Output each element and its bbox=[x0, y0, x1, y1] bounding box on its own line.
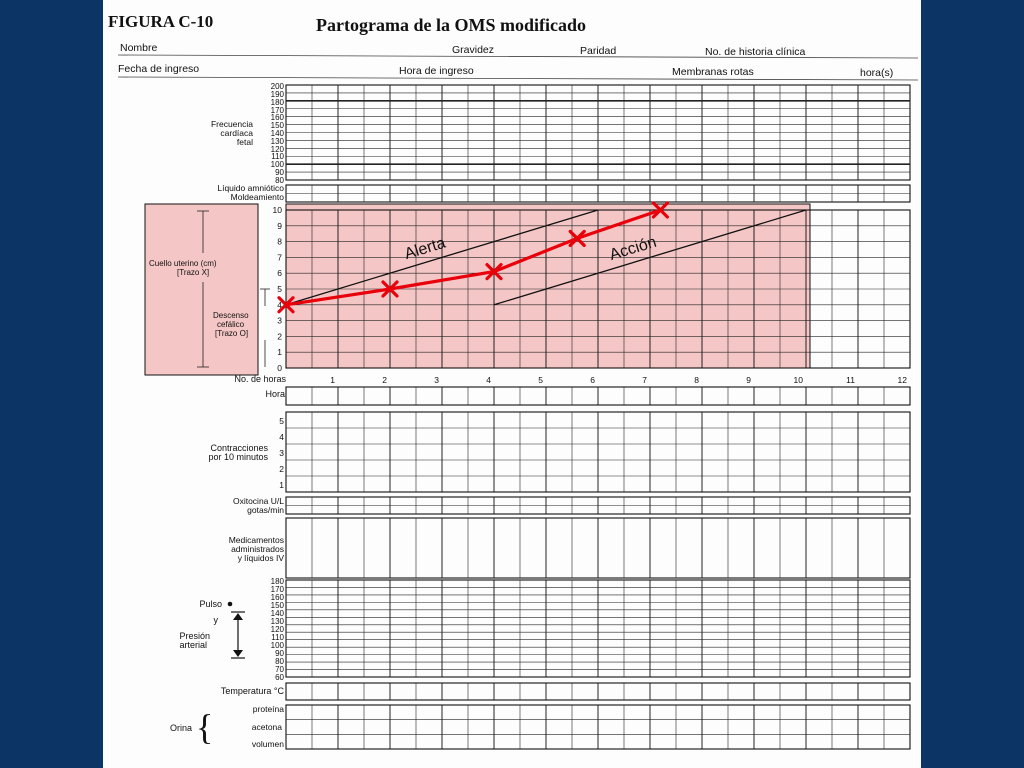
hour-tick: 2 bbox=[382, 375, 387, 385]
brace-icon: { bbox=[196, 707, 214, 747]
cervix-y-tick: 0 bbox=[277, 363, 282, 373]
hour-tick: 8 bbox=[694, 375, 699, 385]
field-hora-ingreso: Hora de ingreso bbox=[399, 65, 474, 77]
fetal-hr-section bbox=[211, 82, 910, 185]
cervix-y-tick: 4 bbox=[277, 299, 282, 310]
urine-row-acetona: acetona bbox=[251, 722, 282, 732]
urine-grid bbox=[286, 705, 910, 749]
contractions-tick: 1 bbox=[279, 480, 284, 490]
pulse-dot-icon bbox=[228, 602, 233, 607]
contractions-section bbox=[208, 412, 910, 492]
cervix-y-tick: 10 bbox=[272, 205, 282, 215]
fhr-tick: 80 bbox=[275, 176, 284, 185]
field-gravidez: Gravidez bbox=[452, 44, 495, 56]
partograph-sheet bbox=[103, 0, 921, 768]
liquid-label: Líquido amniótico bbox=[217, 183, 284, 193]
vitals-section bbox=[179, 577, 910, 682]
meds-label-1: Medicamentos bbox=[228, 535, 284, 545]
fetal-hr-label-1: Frecuencia bbox=[210, 119, 253, 129]
fhr-tick: 110 bbox=[271, 152, 284, 161]
fhr-tick: 100 bbox=[270, 160, 284, 169]
hour-tick: 6 bbox=[590, 375, 595, 385]
cervix-highlight-plot bbox=[286, 204, 810, 368]
urine-label: Orina bbox=[169, 723, 192, 733]
fhr-tick: 130 bbox=[270, 137, 284, 146]
action-label: Acción bbox=[607, 233, 659, 264]
fetal-hr-label-2: cardíaca bbox=[220, 128, 253, 138]
urine-section bbox=[170, 704, 910, 749]
field-historia: No. de historia clínica bbox=[705, 46, 806, 58]
vitals-tick: 160 bbox=[270, 593, 284, 602]
meds-label-2: administrados bbox=[231, 544, 284, 554]
vitals-ticks bbox=[271, 577, 285, 682]
vitals-tick: 180 bbox=[270, 577, 284, 586]
oxytocin-grid bbox=[286, 497, 910, 514]
fhr-tick: 150 bbox=[270, 121, 284, 130]
cervix-label-1: Cuello uterino (cm) bbox=[149, 259, 217, 268]
fhr-tick: 200 bbox=[270, 82, 284, 91]
page-title: Partograma de la OMS modificado bbox=[316, 15, 586, 35]
oxytocin-section bbox=[233, 496, 910, 515]
presion-label: Presión bbox=[179, 631, 210, 641]
cervix-y-tick: 3 bbox=[277, 315, 282, 326]
no-horas-label: No. de horas bbox=[234, 374, 286, 384]
vitals-tick: 70 bbox=[275, 665, 284, 674]
liquid-grid bbox=[286, 185, 910, 202]
hora-label: Hora bbox=[265, 389, 285, 399]
field-membranas: Membranas rotas bbox=[672, 66, 754, 78]
contractions-ticks bbox=[279, 416, 284, 490]
hour-tick: 10 bbox=[793, 375, 803, 385]
vitals-grid bbox=[286, 580, 910, 677]
vitals-tick: 100 bbox=[270, 641, 284, 650]
patient-fields bbox=[118, 42, 893, 79]
vitals-tick: 90 bbox=[275, 649, 284, 658]
vitals-tick: 170 bbox=[270, 585, 284, 594]
cervix-y-tick: 5 bbox=[277, 284, 282, 294]
arterial-label: arterial bbox=[179, 640, 207, 650]
fetal-hr-ticks bbox=[271, 82, 285, 185]
vitals-tick: 60 bbox=[275, 673, 284, 682]
cervix-y-tick: 9 bbox=[277, 220, 282, 231]
hour-tick: 12 bbox=[897, 375, 907, 385]
cervix-y-ticks bbox=[273, 205, 283, 373]
fhr-tick: 170 bbox=[270, 106, 284, 115]
cervix-y-tick: 6 bbox=[277, 268, 282, 279]
contractions-label-1: Contracciones bbox=[210, 443, 268, 453]
figure-label: FIGURA C-10 bbox=[108, 12, 214, 31]
hour-ticks bbox=[330, 375, 907, 385]
meds-section bbox=[229, 518, 910, 578]
fhr-tick: 190 bbox=[270, 90, 284, 99]
meds-label-3: y líquidos IV bbox=[237, 553, 284, 563]
temperature-label: Temperatura °C bbox=[220, 686, 284, 696]
hour-tick: 1 bbox=[330, 375, 335, 385]
vitals-tick: 150 bbox=[270, 601, 284, 610]
hour-tick: 11 bbox=[846, 375, 855, 385]
descent-label-3: [Trazo O] bbox=[215, 329, 249, 338]
field-horas: hora(s) bbox=[860, 67, 894, 79]
fetal-hr-label bbox=[211, 119, 253, 147]
oxytocin-label-1: Oxitocina U/L bbox=[232, 496, 284, 506]
moulding-label: Moldeamiento bbox=[230, 192, 284, 202]
vitals-tick: 80 bbox=[275, 657, 284, 666]
cervix-y-tick: 2 bbox=[277, 331, 282, 342]
urine-row-proteina: proteína bbox=[252, 704, 284, 714]
bp-arrow-icon bbox=[231, 612, 245, 658]
hours-section bbox=[234, 374, 910, 405]
hour-tick: 5 bbox=[538, 375, 543, 385]
fhr-tick: 160 bbox=[270, 113, 284, 122]
fhr-tick: 120 bbox=[270, 145, 284, 154]
vitals-tick: 110 bbox=[271, 633, 284, 642]
field-nombre: Nombre bbox=[120, 42, 158, 54]
descent-label-1: Descenso bbox=[213, 311, 249, 320]
temperature-section bbox=[221, 683, 910, 700]
fhr-tick: 90 bbox=[275, 168, 284, 177]
cervix-highlight-label bbox=[145, 204, 258, 375]
contractions-label-2: por 10 minutos bbox=[208, 452, 268, 462]
cervix-label-2: [Trazo X] bbox=[177, 268, 210, 277]
hour-tick: 4 bbox=[486, 375, 491, 385]
temperature-grid bbox=[286, 683, 910, 700]
contractions-grid bbox=[286, 412, 910, 492]
alert-label: Alerta bbox=[402, 234, 448, 264]
vitals-tick: 140 bbox=[270, 609, 284, 618]
fhr-tick: 140 bbox=[270, 129, 284, 138]
hora-grid bbox=[286, 387, 910, 405]
meds-grid bbox=[286, 518, 910, 578]
hour-tick: 3 bbox=[434, 375, 439, 385]
cervix-y-tick: 8 bbox=[277, 236, 282, 247]
fetal-hr-grid bbox=[286, 85, 910, 180]
vitals-tick: 130 bbox=[270, 617, 284, 626]
cervix-highlight bbox=[145, 204, 810, 375]
descent-label-2: cefálico bbox=[217, 320, 245, 329]
contractions-tick: 2 bbox=[279, 464, 284, 474]
pulse-label: Pulso bbox=[199, 599, 222, 609]
contractions-tick: 5 bbox=[279, 416, 284, 426]
field-paridad: Paridad bbox=[580, 45, 617, 57]
cervix-y-tick: 7 bbox=[277, 252, 282, 263]
contractions-tick: 3 bbox=[279, 448, 284, 458]
hour-tick: 9 bbox=[746, 375, 751, 385]
liquid-section bbox=[217, 183, 910, 202]
fetal-hr-label-3: fetal bbox=[236, 137, 253, 147]
oxytocin-label-2: gotas/min bbox=[247, 505, 284, 515]
vitals-tick: 120 bbox=[270, 625, 284, 634]
field-fecha-ingreso: Fecha de ingreso bbox=[118, 63, 200, 75]
hour-tick: 7 bbox=[642, 375, 647, 385]
contractions-tick: 4 bbox=[279, 432, 284, 442]
cervix-y-tick: 1 bbox=[277, 347, 282, 358]
partograph-page bbox=[103, 0, 921, 768]
y-label: y bbox=[213, 615, 218, 625]
fhr-tick: 180 bbox=[270, 98, 284, 107]
urine-row-volumen: volumen bbox=[251, 739, 284, 749]
patient-field-lines bbox=[118, 55, 918, 80]
